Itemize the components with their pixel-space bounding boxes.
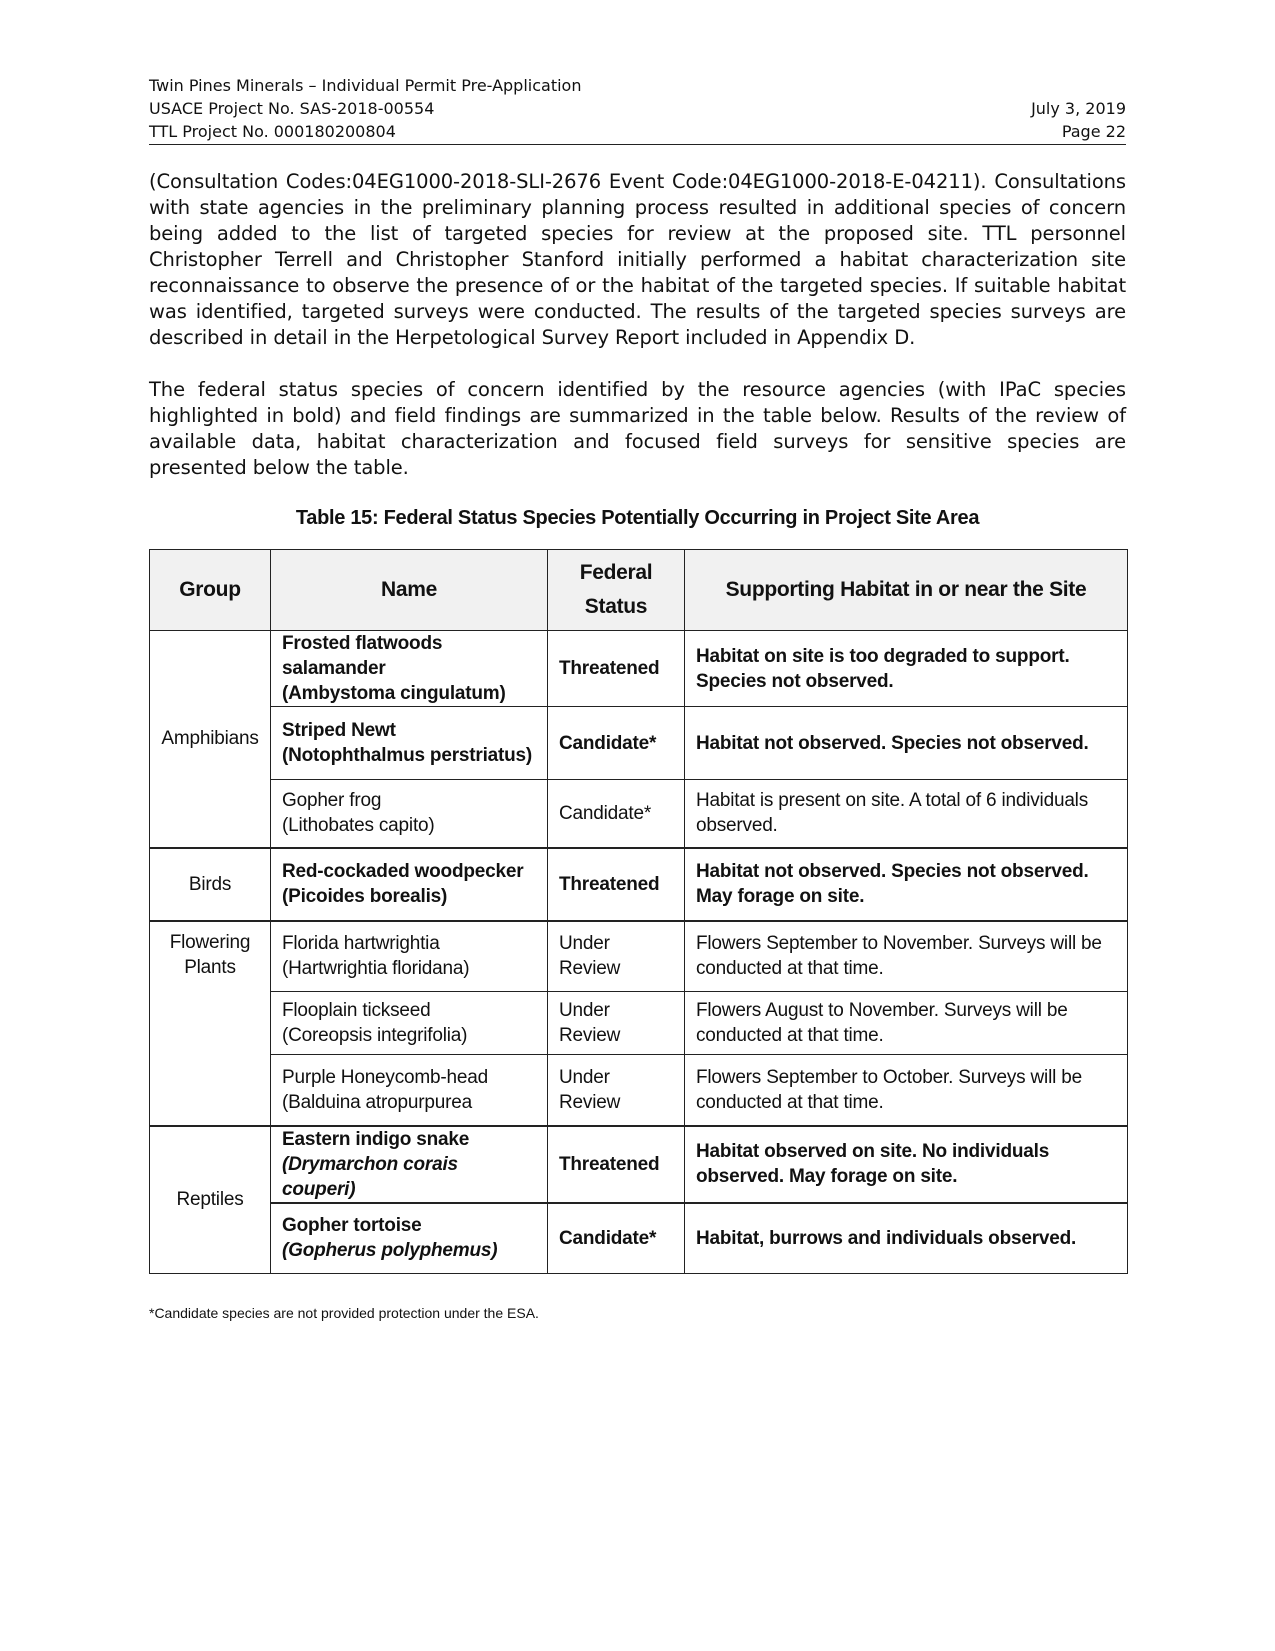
species-name-cell: [271, 1203, 548, 1274]
habitat-cell: Flowers September to November. Surveys will be conducted at that time.: [685, 921, 1128, 992]
common-name: Florida hartwrightia: [282, 933, 440, 955]
paragraph-consultation: (Consultation Codes:04EG1000-2018-SLI-2676 Event Code:04EG1000-2018-E-04211). Consultations with state agencies in the preliminary planning process resulted in additional species of concern being added to the list of targeted species for review at the proposed site. TTL personnel Christopher Terrell and Christopher Stanford initially performed a habitat characterization site reconnaissance to observe the presence of or the habitat of the targeted species. If suitable habitat was identified, targeted surveys were conducted. The results of the targeted species surveys are described in detail in the Herpetological Survey Report included in Appendix D.: [149, 170, 1126, 349]
common-name: Striped Newt: [282, 720, 396, 741]
common-name: Frosted flatwoods salamander: [282, 633, 443, 679]
habitat-cell: Habitat observed on site. No individuals observed. May forage on site.: [685, 1126, 1128, 1203]
habitat-cell: Habitat is present on site. A total of 6 individuals observed.: [685, 780, 1128, 848]
habitat-cell: Habitat not observed. Species not observed. May forage on site.: [685, 848, 1128, 921]
habitat-cell: Habitat not observed. Species not observed.: [685, 707, 1128, 780]
federal-status-cell: Candidate*: [548, 707, 685, 780]
habitat-cell: Flowers September to October. Surveys will be conducted at that time.: [685, 1055, 1128, 1126]
scientific-name: (Drymarchon corais couperi): [282, 1153, 458, 1200]
scientific-name: (Coreopsis integrifolia): [282, 1025, 468, 1046]
paragraph-federal-status: The federal status species of concern identified by the resource agencies (with IPaC species highlighted in bold) and field findings are summarized in the table below. Results of the review of available data, habitat characterization and focused field surveys for sensitive species are presented below the table.: [149, 378, 1126, 479]
header-supporting-habitat: Supporting Habitat in or near the Site: [685, 550, 1128, 631]
header-doc-title: Twin Pines Minerals – Individual Permit Pre-Application: [149, 76, 582, 95]
scientific-name: (Hartwrightia floridana): [282, 958, 470, 980]
header-usace-project: USACE Project No. SAS-2018-00554: [149, 99, 435, 118]
federal-status-cell: Under Review: [548, 1055, 685, 1126]
species-name-cell: [271, 992, 548, 1055]
species-name-cell: [271, 921, 548, 992]
group-cell-flowering-plants: [150, 921, 271, 1126]
federal-status-cell: Under Review: [548, 992, 685, 1055]
common-name: Gopher frog: [282, 790, 382, 812]
species-name-cell: [271, 631, 548, 707]
scientific-name: (Ambystoma cingulatum): [282, 683, 506, 704]
page-header: [149, 74, 1126, 145]
common-name: Eastern indigo snake: [282, 1128, 470, 1150]
scientific-name: (Lithobates capito): [282, 815, 435, 837]
federal-status-cell: Candidate*: [548, 780, 685, 848]
species-table: [149, 549, 1128, 1274]
table-row: [150, 921, 1128, 992]
table-row: [150, 1126, 1128, 1203]
species-name-cell: [271, 1055, 548, 1126]
header-group: Group: [150, 550, 271, 631]
table-row: [150, 848, 1128, 921]
federal-status-cell: Under Review: [548, 921, 685, 992]
table-row: [150, 1055, 1128, 1126]
table-header-row: [150, 550, 1128, 631]
habitat-cell: Flowers August to November. Surveys will be conducted at that time.: [685, 992, 1128, 1055]
table-row: [150, 707, 1128, 780]
federal-status-cell: Threatened: [548, 1126, 685, 1203]
habitat-cell: Habitat on site is too degraded to support. Species not observed.: [685, 631, 1128, 707]
header-federal-status: Federal Status: [548, 550, 685, 631]
federal-status-cell: Threatened: [548, 848, 685, 921]
table-title: Table 15: Federal Status Species Potentially Occurring in Project Site Area: [295, 507, 980, 529]
header-name: Name: [271, 550, 548, 631]
group-cell-amphibians: Amphibians: [150, 631, 271, 848]
habitat-cell: Habitat, burrows and individuals observed.: [685, 1203, 1128, 1274]
header-page-number: Page 22: [1061, 122, 1126, 141]
scientific-name: (Picoides borealis): [282, 886, 448, 907]
common-name: Flooplain tickseed: [282, 1000, 431, 1021]
species-name-cell: [271, 1126, 548, 1203]
common-name: Purple Honeycomb-head: [282, 1066, 488, 1088]
header-date: July 3, 2019: [1031, 99, 1126, 118]
group-label: Flowering Plants: [169, 931, 251, 978]
table-row: [150, 631, 1128, 707]
common-name: Red-cockaded woodpecker: [282, 861, 524, 882]
header-ttl-project: TTL Project No. 000180200804: [149, 122, 396, 141]
species-name-cell: [271, 707, 548, 780]
federal-status-cell: Threatened: [548, 631, 685, 707]
table-row: [150, 992, 1128, 1055]
federal-status-cell: Candidate*: [548, 1203, 685, 1274]
table-row: [150, 780, 1128, 848]
group-cell-birds: Birds: [150, 848, 271, 921]
species-name-cell: [271, 780, 548, 848]
scientific-name: (Balduina atropurpurea: [282, 1091, 472, 1113]
common-name: Gopher tortoise: [282, 1215, 422, 1237]
table-footnote: *Candidate species are not provided protection under the ESA.: [149, 1305, 539, 1321]
group-cell-reptiles: Reptiles: [150, 1126, 271, 1274]
species-name-cell: [271, 848, 548, 921]
table-row: [150, 1203, 1128, 1274]
scientific-name: (Gopherus polyphemus): [282, 1240, 498, 1262]
scientific-name: (Notophthalmus perstriatus): [282, 745, 533, 766]
